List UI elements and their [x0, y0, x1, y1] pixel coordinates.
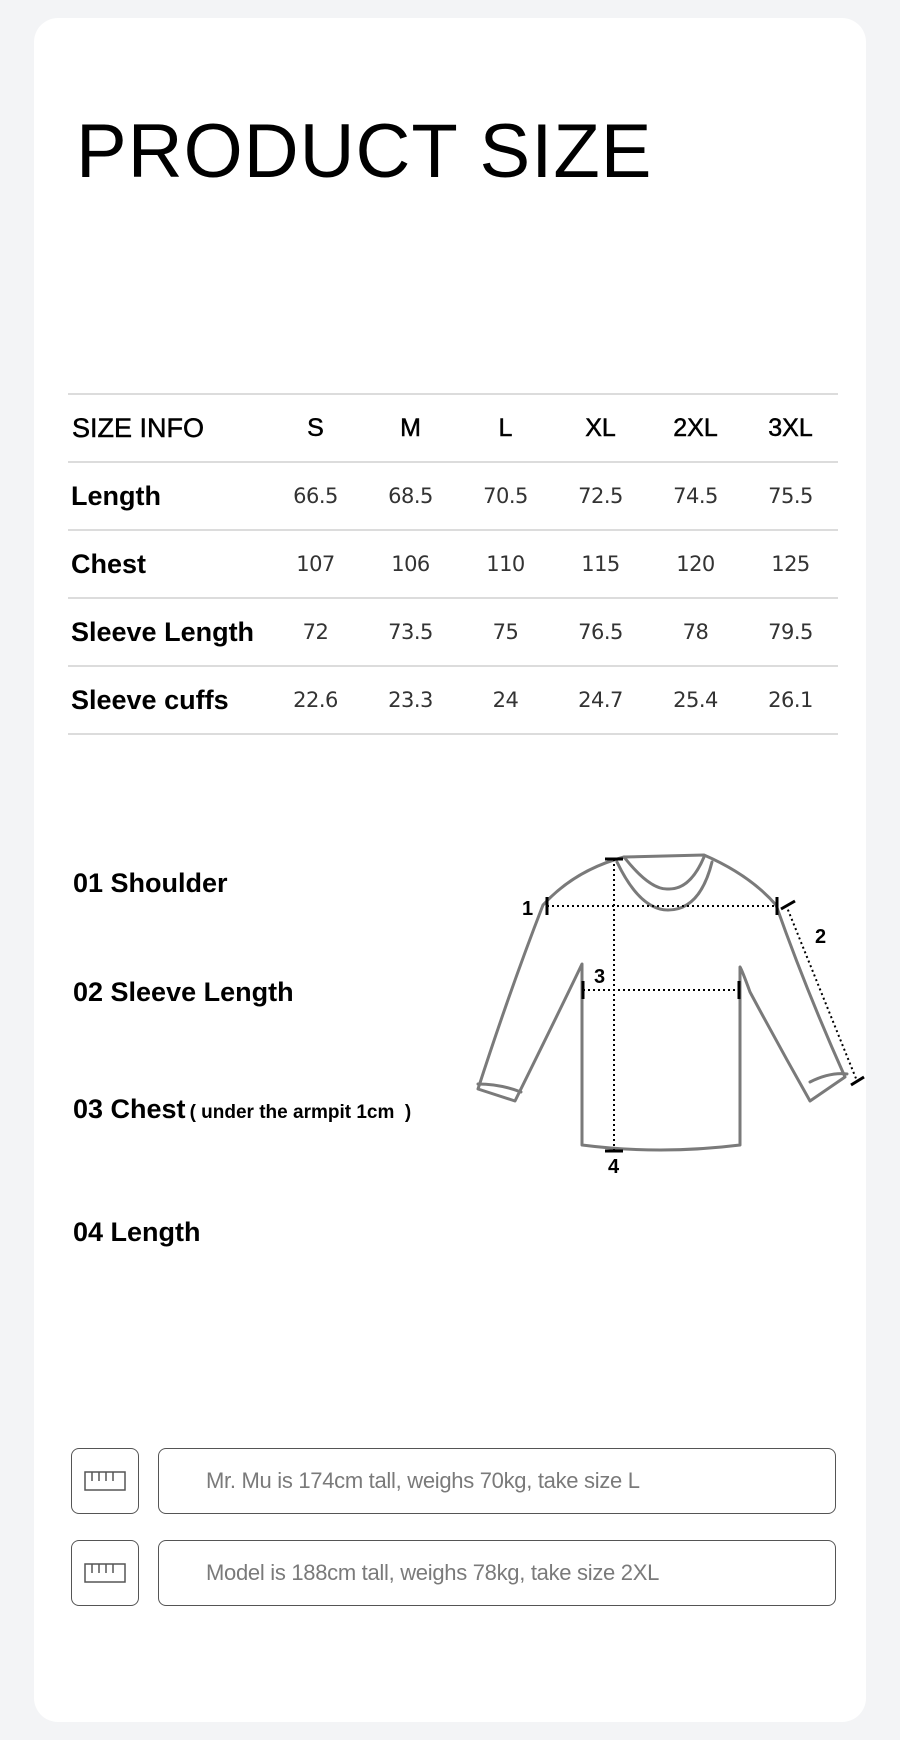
table-cell: 106 [391, 552, 430, 576]
legend-label: 01 Shoulder [73, 868, 228, 898]
size-column-header: 3XL [768, 413, 813, 442]
table-cell: 107 [296, 552, 335, 576]
tick [781, 901, 795, 909]
table-cell: 72 [302, 620, 329, 644]
table-row [68, 462, 838, 530]
row-label: Chest [71, 548, 147, 579]
table-cell: 24 [492, 688, 519, 712]
size-table [68, 393, 838, 735]
legend-label: 02 Sleeve Length [73, 977, 294, 1007]
model-note-text: Model is 188cm tall, weighs 78kg, take size 2XL [158, 1540, 836, 1606]
table-header-label: SIZE INFO [72, 412, 205, 443]
table-cell: 72.5 [578, 484, 623, 508]
ruler-icon-box [71, 1540, 139, 1606]
size-column-header: 2XL [673, 413, 718, 442]
model-note-text: Mr. Mu is 174cm tall, weighs 70kg, take size L [158, 1448, 836, 1514]
table-row [68, 530, 838, 598]
table-cell: 75.5 [768, 484, 813, 508]
legend-note: ( under the armpit 1cm ) [189, 1102, 412, 1123]
size-column-header: L [498, 413, 513, 442]
table-cell: 25.4 [673, 688, 718, 712]
marker-2: 2 [815, 926, 827, 948]
table-cell: 75 [492, 620, 519, 644]
legend-shoulder [73, 868, 228, 899]
table-cell: 23.3 [388, 688, 433, 712]
table-cell: 24.7 [578, 688, 623, 712]
legend-label: 03 Chest [73, 1094, 186, 1124]
ruler-icon [84, 1563, 126, 1583]
size-column-header: S [307, 413, 324, 442]
table-cell: 68.5 [388, 484, 433, 508]
tick [851, 1077, 864, 1085]
ruler-icon-box [71, 1448, 139, 1514]
table-cell: 76.5 [578, 620, 623, 644]
table-cell: 70.5 [483, 484, 528, 508]
table-row [68, 598, 838, 666]
table-cell: 73.5 [388, 620, 433, 644]
marker-4: 4 [608, 1156, 620, 1178]
table-header-row [68, 394, 838, 462]
table-cell: 22.6 [293, 688, 338, 712]
table-cell: 120 [676, 552, 715, 576]
sweater-measurement-diagram [470, 845, 870, 1185]
table-cell: 79.5 [768, 620, 813, 644]
table-cell: 66.5 [293, 484, 338, 508]
table-row [68, 666, 838, 734]
legend-chest [73, 1094, 411, 1125]
table-cell: 110 [486, 552, 525, 576]
legend-length [73, 1217, 201, 1248]
table-cell: 78 [682, 620, 709, 644]
table-cell: 74.5 [673, 484, 718, 508]
model-note-row [71, 1448, 836, 1516]
collar-outer [624, 857, 704, 889]
row-label: Sleeve Length [71, 616, 255, 647]
row-label: Length [71, 480, 161, 511]
table-cell: 115 [581, 552, 620, 576]
legend-label: 04 Length [73, 1217, 201, 1247]
size-column-header: XL [585, 413, 616, 442]
ruler-icon [84, 1471, 126, 1491]
marker-1: 1 [522, 898, 534, 920]
model-note-row [71, 1540, 836, 1608]
row-label: Sleeve cuffs [71, 684, 229, 715]
table-cell: 26.1 [768, 688, 813, 712]
legend-sleeve-length [73, 977, 294, 1008]
size-column-header: M [400, 413, 421, 442]
marker-3: 3 [594, 966, 606, 988]
table-cell: 125 [771, 552, 810, 576]
page-title: PRODUCT SIZE [76, 109, 653, 194]
